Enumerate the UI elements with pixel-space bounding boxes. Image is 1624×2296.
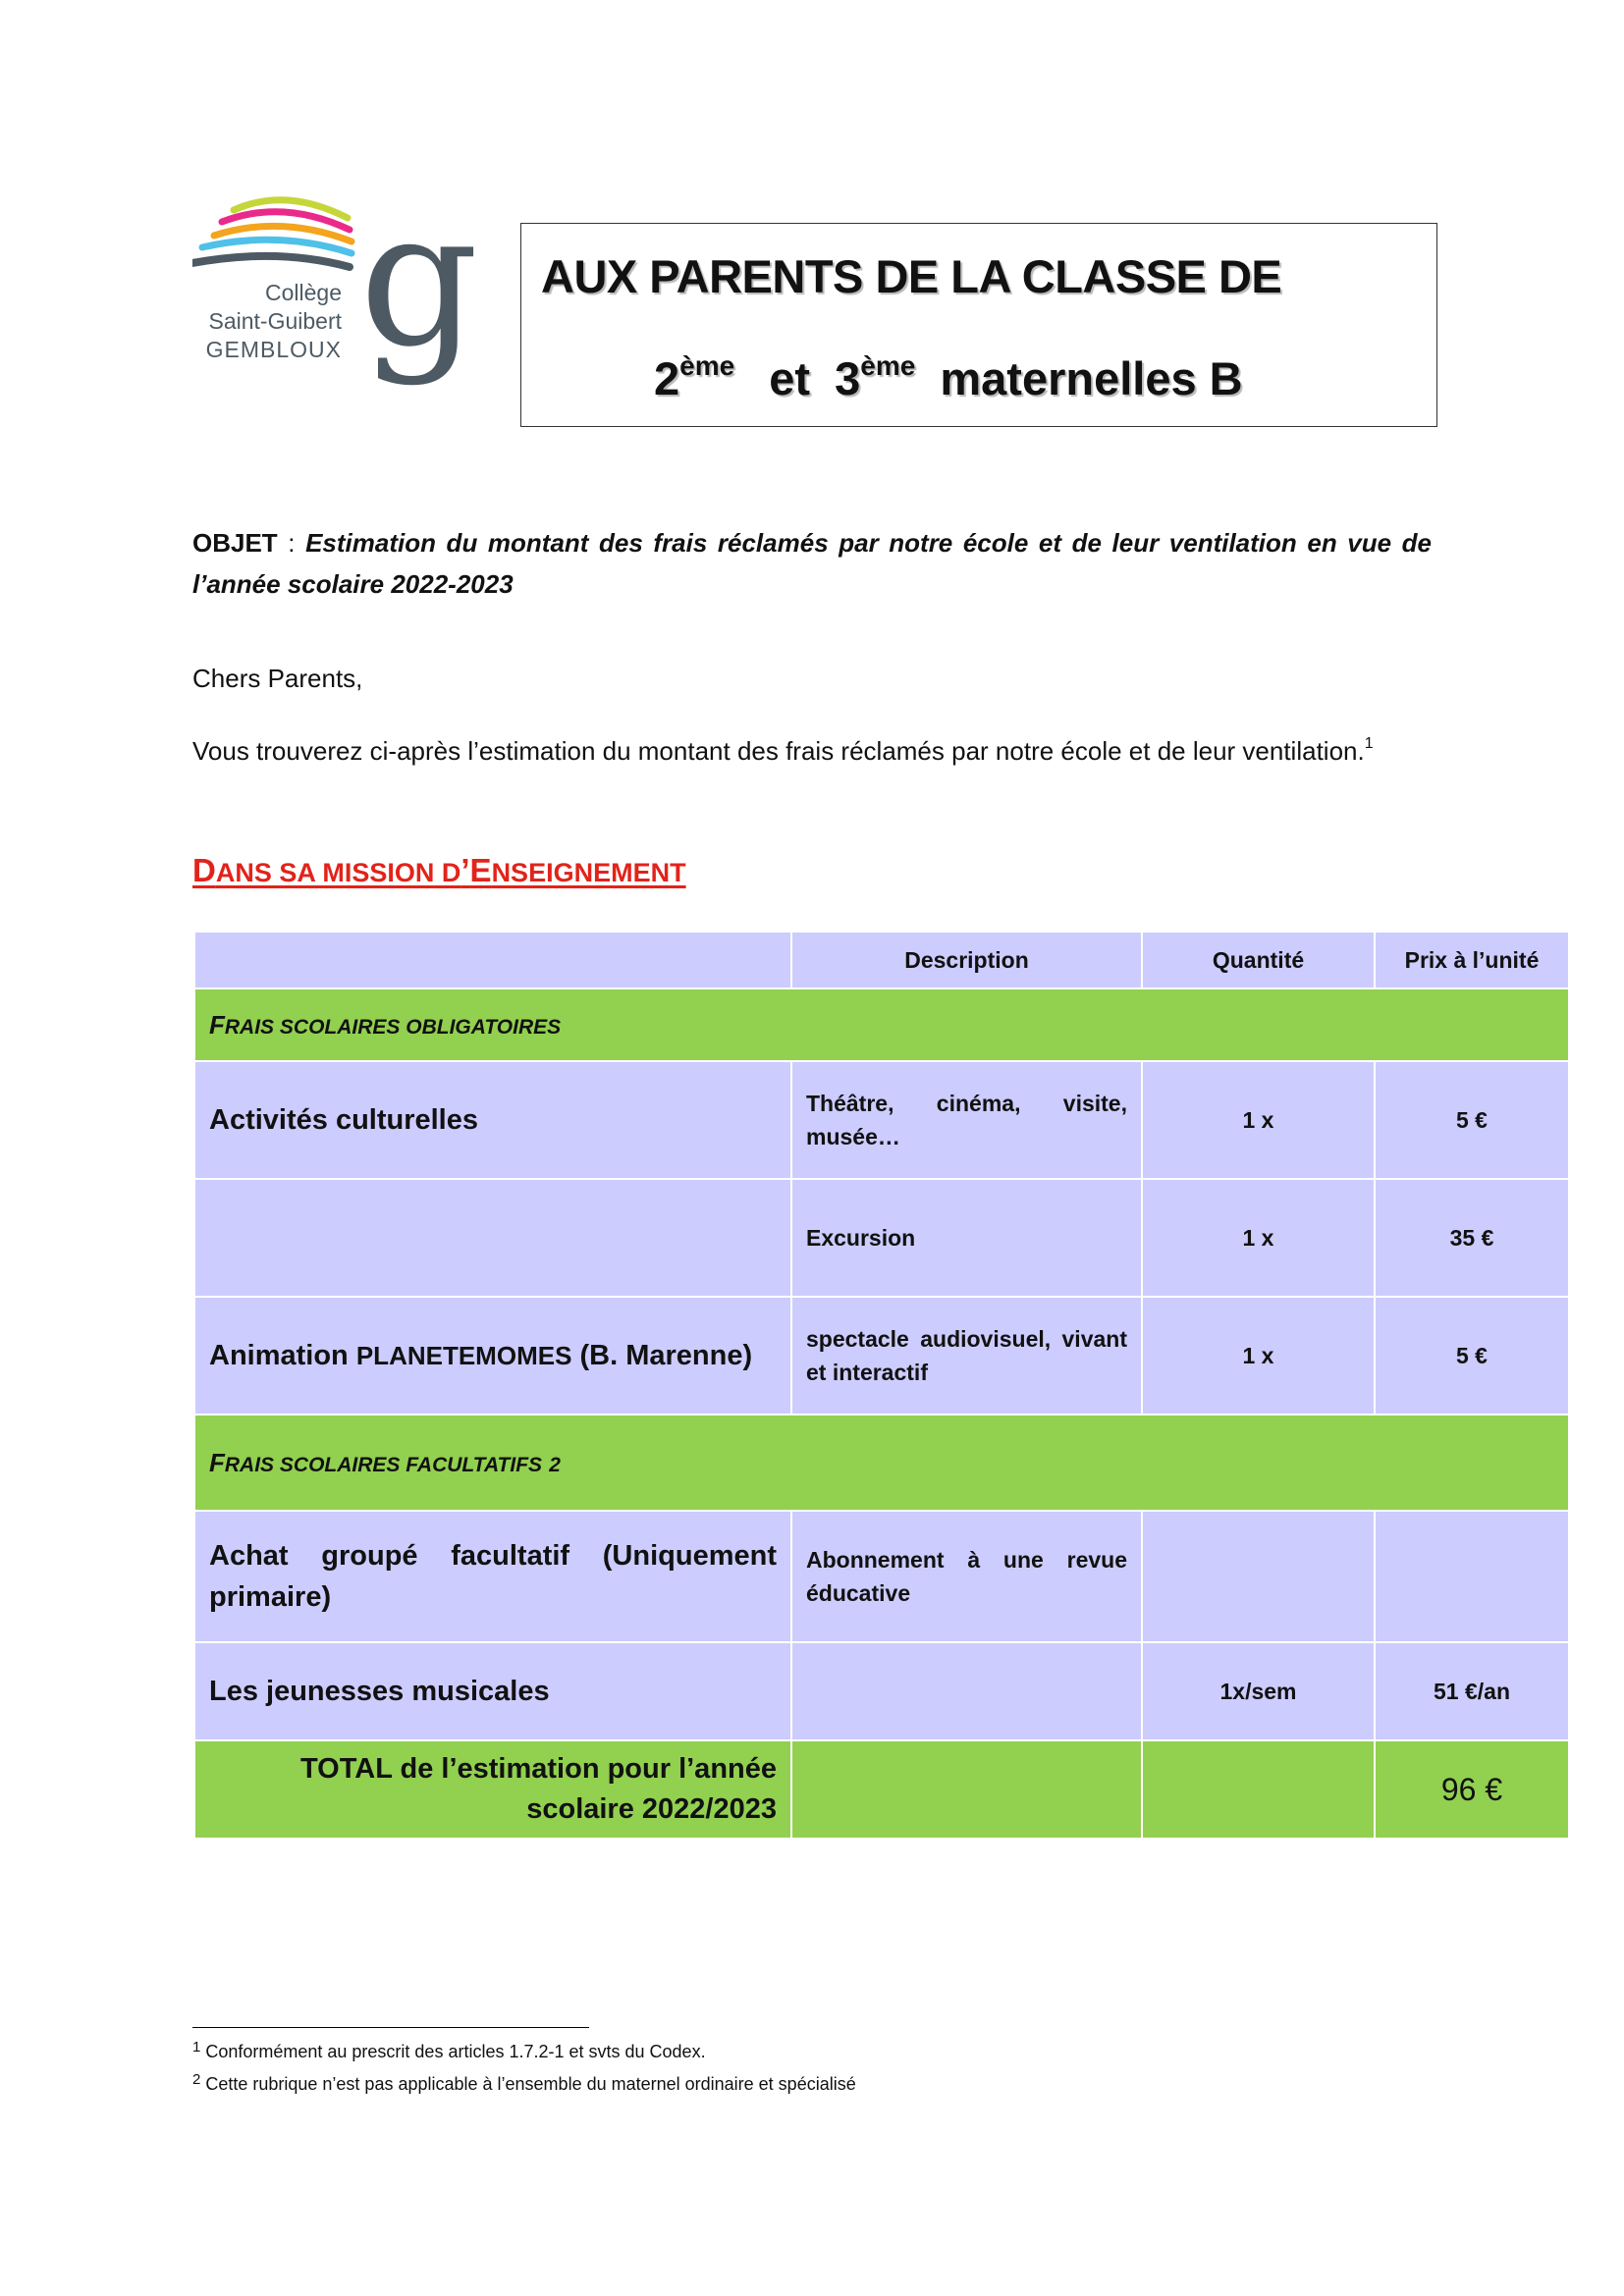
- section-title-part-2: NSEIGNEMENT: [491, 858, 686, 887]
- title-and: et: [769, 352, 811, 404]
- intro-paragraph: [192, 732, 1432, 770]
- item-label: Achat groupé facultatif (Uniquement primaire): [194, 1511, 791, 1642]
- section-title-apostrophe: ’: [460, 852, 470, 888]
- section-title-cap-1: D: [192, 852, 216, 888]
- category-row-mandatory: [194, 988, 1569, 1061]
- table-row: [194, 1297, 1569, 1415]
- subject-paragraph: [192, 522, 1432, 605]
- item-quantity: 1x/sem: [1142, 1642, 1375, 1740]
- logo-line-3: GEMBLOUX: [205, 337, 342, 362]
- header-unit-price: Prix à l’unité: [1375, 932, 1569, 988]
- title-class: maternelles B: [940, 352, 1243, 404]
- header-empty: [194, 932, 791, 988]
- total-empty: [791, 1740, 1142, 1839]
- table-header-row: [194, 932, 1569, 988]
- section-title: [192, 852, 686, 889]
- item-label-end: (B. Marenne): [571, 1339, 753, 1371]
- category-optional-text: RAIS SCOLAIRES FACULTATIFS: [224, 1453, 543, 1476]
- item-description: spectacle audiovisuel, vivant et interactif: [791, 1297, 1142, 1415]
- logo-text: [192, 279, 342, 364]
- title-box: [520, 223, 1437, 427]
- item-quantity: 1 x: [1142, 1179, 1375, 1297]
- category-row-optional: [194, 1415, 1569, 1511]
- footnote-2-text: Cette rubrique n’est pas applicable à l’ensemble du maternel ordinaire et spécialisé: [205, 2074, 856, 2094]
- footnote-2: [192, 2071, 856, 2095]
- total-label: TOTAL de l’estimation pour l’année scolaire 2022/2023: [194, 1740, 791, 1839]
- title-grade-1: 2: [654, 352, 680, 404]
- item-label: Les jeunesses musicales: [194, 1642, 791, 1740]
- table-row: [194, 1179, 1569, 1297]
- item-description: Excursion: [791, 1179, 1142, 1297]
- title-line-2: [654, 351, 1243, 405]
- footnote-1-text: Conformément au prescrit des articles 1.7.2-1 et svts du Codex.: [205, 2042, 706, 2061]
- total-empty: [1142, 1740, 1375, 1839]
- title-grade-1-suffix: ème: [679, 350, 735, 381]
- greeting: Chers Parents,: [192, 664, 363, 693]
- item-price: [1375, 1511, 1569, 1642]
- item-quantity: 1 x: [1142, 1061, 1375, 1179]
- footnote-ref-2: 2: [549, 1453, 561, 1476]
- item-label: [194, 1179, 791, 1297]
- item-description: Abonnement à une revue éducative: [791, 1511, 1142, 1642]
- category-optional-cap: F: [209, 1447, 225, 1477]
- item-label: [194, 1297, 791, 1415]
- category-mandatory-cap: F: [209, 1009, 225, 1040]
- subject-label: OBJET: [192, 528, 278, 558]
- footnote-1-number: 1: [192, 2039, 201, 2056]
- category-mandatory: [194, 988, 1569, 1061]
- table-row: [194, 1642, 1569, 1740]
- title-grade-2: 3: [835, 352, 861, 404]
- footnote-2-number: 2: [192, 2071, 201, 2088]
- item-price: 5 €: [1375, 1061, 1569, 1179]
- item-label: Activités culturelles: [194, 1061, 791, 1179]
- footnote-ref-1: 1: [1364, 735, 1374, 752]
- logo-line-1: Collège: [265, 280, 342, 305]
- total-value: 96 €: [1375, 1740, 1569, 1839]
- subject-separator: :: [277, 528, 306, 558]
- item-quantity: 1 x: [1142, 1297, 1375, 1415]
- item-description: Théâtre, cinéma, visite, musée…: [791, 1061, 1142, 1179]
- section-title-part-1: ANS SA MISSION D: [215, 858, 461, 887]
- item-label-name: PLANETEMOMES: [355, 1340, 572, 1370]
- logo-letter: g: [359, 171, 479, 388]
- total-row: [194, 1740, 1569, 1839]
- table-row: [194, 1061, 1569, 1179]
- item-description: [791, 1642, 1142, 1740]
- header-quantity: Quantité: [1142, 932, 1375, 988]
- item-price: 5 €: [1375, 1297, 1569, 1415]
- item-price: 35 €: [1375, 1179, 1569, 1297]
- table-row: [194, 1511, 1569, 1642]
- school-logo: [192, 171, 479, 395]
- category-optional: [194, 1415, 1569, 1511]
- title-line-1: AUX PARENTS DE LA CLASSE DE: [541, 250, 1282, 302]
- item-price: 51 €/an: [1375, 1642, 1569, 1740]
- category-mandatory-text: RAIS SCOLAIRES OBLIGATOIRES: [224, 1015, 562, 1039]
- intro-text: Vous trouverez ci-après l’estimation du montant des frais réclamés par notre école et de leur ventilation.: [192, 736, 1365, 766]
- section-title-cap-2: E: [469, 852, 492, 888]
- item-label-start: Animation: [209, 1339, 356, 1371]
- header-description: Description: [791, 932, 1142, 988]
- logo-line-2: Saint-Guibert: [208, 308, 342, 334]
- item-quantity: [1142, 1511, 1375, 1642]
- footnote-divider: [192, 2027, 589, 2028]
- footnote-1: [192, 2039, 706, 2062]
- title-grade-2-suffix: ème: [860, 350, 916, 381]
- subject-text: Estimation du montant des frais réclamés par notre école et de leur ventilation en vue de l’année scolaire 2022-2023: [192, 528, 1433, 599]
- fees-table: [193, 931, 1570, 1840]
